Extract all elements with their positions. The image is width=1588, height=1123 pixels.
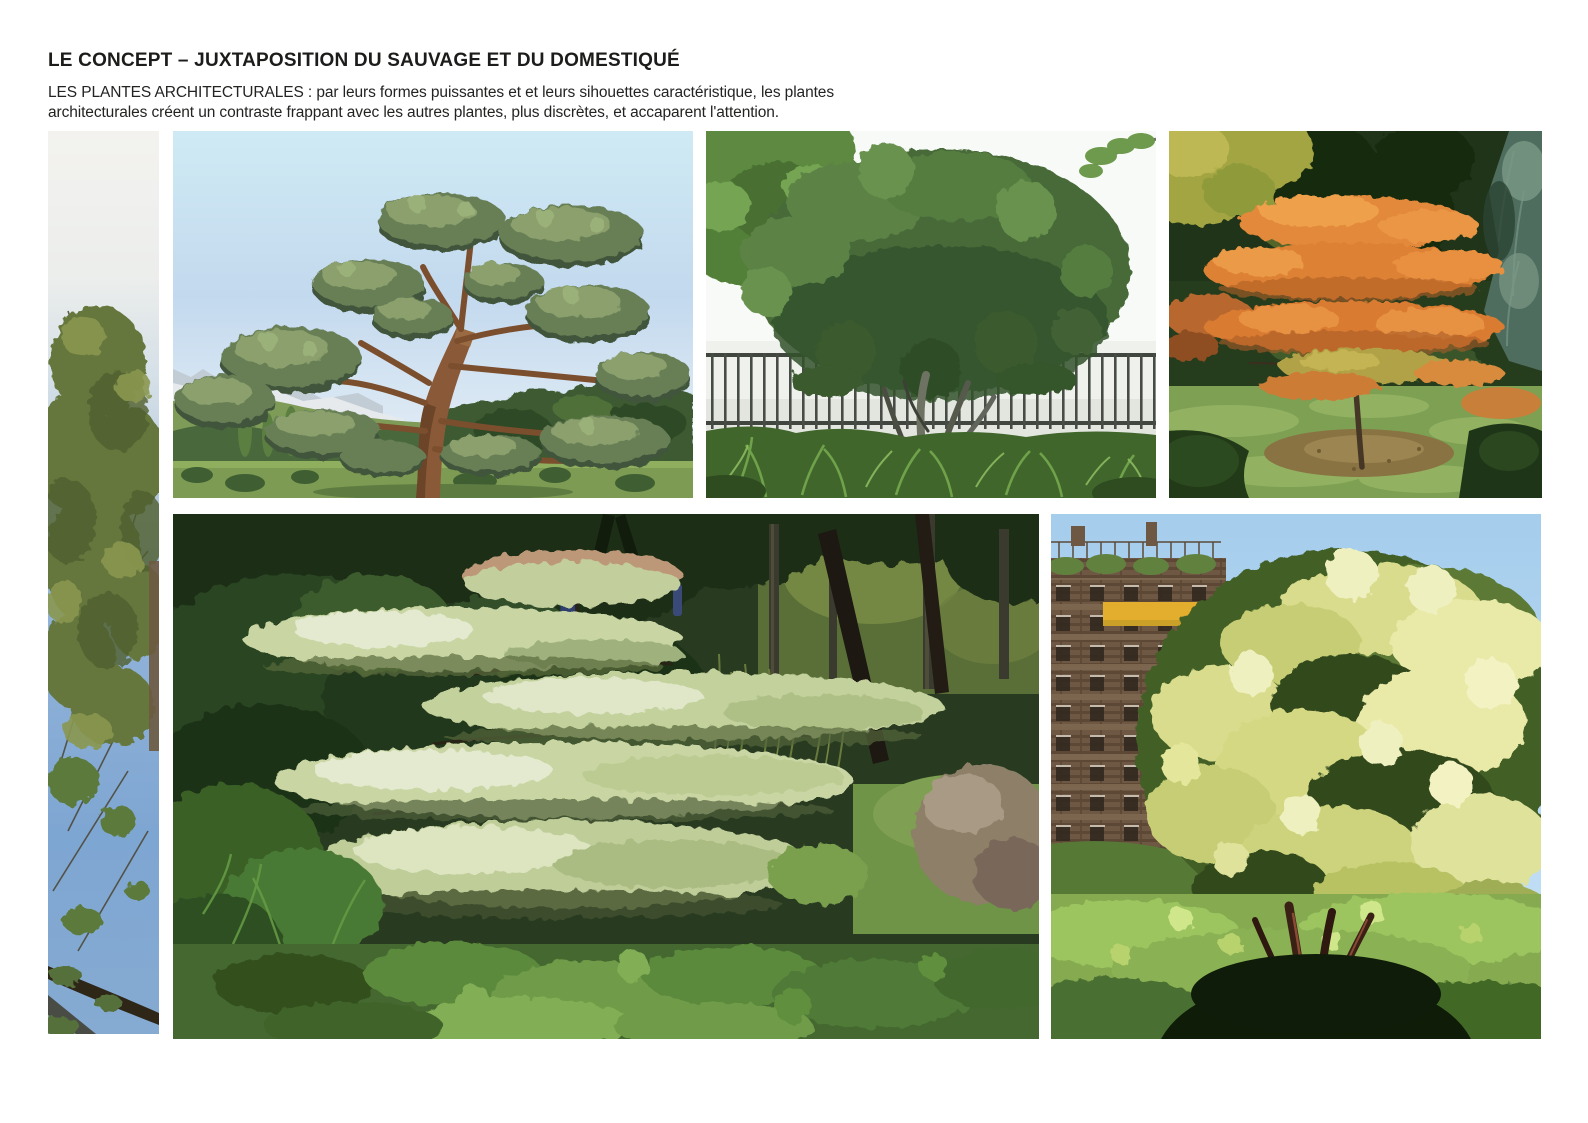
page-title: LE CONCEPT – JUXTAPOSITION DU SAUVAGE ET DU DOMESTIQUÉ [48, 49, 680, 71]
intro-line-2: architecturales créent un contraste frappant avec les autres plantes, plus discrètes, et accaparent l'attention. [48, 103, 780, 121]
intro-paragraph [48, 83, 834, 123]
green-dome-illustration [706, 131, 1156, 498]
wild-pine-canopy-illustration [48, 131, 159, 1034]
photo-autumn-maple [1169, 131, 1542, 498]
photo-clipped-green-dome [706, 131, 1156, 498]
flower-crown [1136, 548, 1541, 948]
photo-wild-pine-canopy [48, 131, 159, 1034]
intro-line-1: LES PLANTES ARCHITECTURALES : par leurs formes puissantes et et leurs sihouettes caractéristique, les plantes [48, 83, 834, 101]
photo-cream-flowering-tree [1051, 514, 1541, 1039]
cream-flowering-tree-illustration [1051, 514, 1541, 1039]
photo-cloud-pruned-pine [173, 131, 693, 498]
photo-variegated-dogwood [173, 514, 1039, 1039]
autumn-maple-illustration [1169, 131, 1542, 498]
cloud-pruned-pine-illustration [173, 131, 693, 498]
variegated-dogwood-illustration [173, 514, 1039, 1039]
